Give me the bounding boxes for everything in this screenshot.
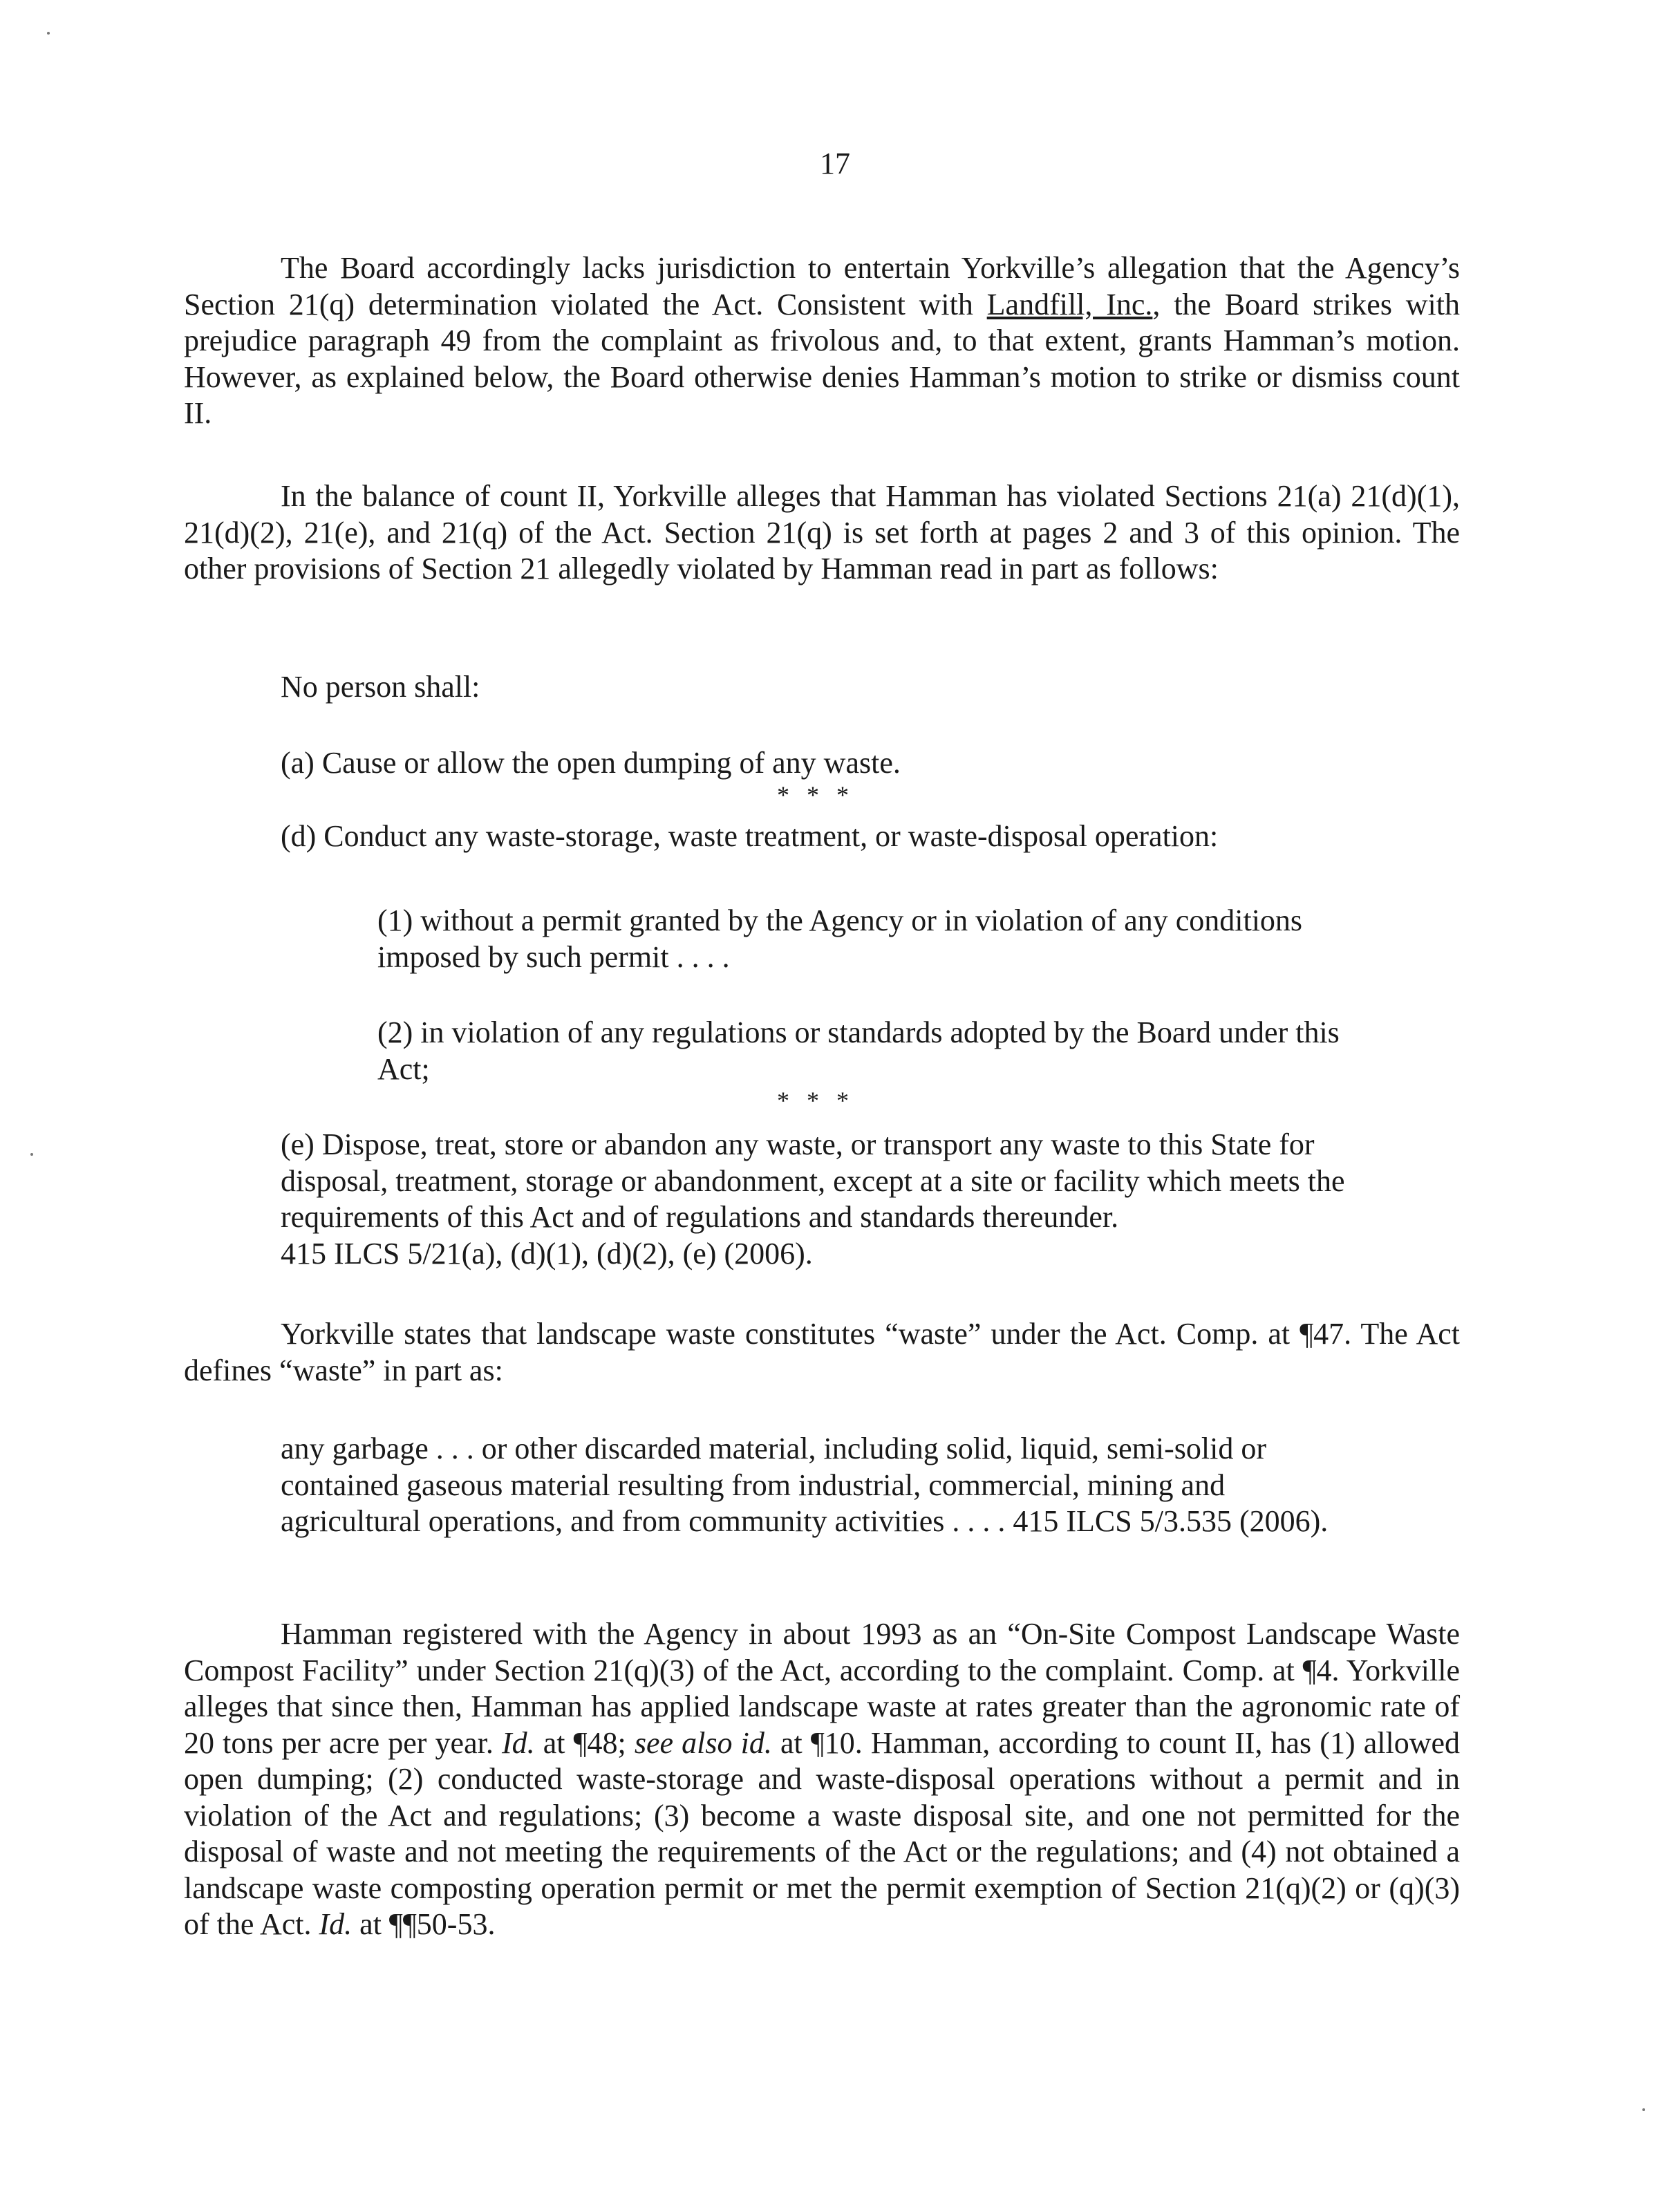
scan-speck <box>1642 2108 1645 2111</box>
paragraph-count-two: In the balance of count II, Yorkville alleges that Hamman has violated Sections 21(a) 21(d)(1), 21(d)(2), 21(e), and 21(q) of the Act. Section 21(q) is set forth at pages 2 and 3 of this opinion. The other provisions of Section 21 allegedly violated by Hamman read in part as follows: <box>184 479 1460 585</box>
quote-clause-d: (d) Conduct any waste-storage, waste treatment, or waste-disposal operation: <box>281 819 1219 853</box>
scan-speck <box>47 32 50 35</box>
quote-clause-d2: (2) in violation of any regulations or standards adopted by the Board under this Act; <box>377 1015 1340 1086</box>
paragraph-jurisdiction <box>184 250 1460 432</box>
ellipsis-stars: * * * <box>777 781 854 809</box>
page-number: 17 <box>820 147 850 180</box>
paragraph-text: at ¶10. Hamman, according to count II, has (1) allowed open dumping; (2) conducted waste-storage and waste-disposal operations without a permit and in violation of the Act and regulations; (3) become a waste disposal site, and one not permitted for the disposal of waste and not meeting the requirements of the Act or the regulations; and (4) not obtained a landscape waste composting operation permit or met the permit exemption of Section 21(q)(2) or (q)(3) of the Act. <box>184 1725 1461 1941</box>
ellipsis-stars: * * * <box>777 1087 854 1114</box>
quote-lead: No person shall: <box>281 670 480 704</box>
paragraph-text: at ¶¶50-53. <box>352 1907 496 1941</box>
scan-speck <box>30 1153 33 1156</box>
quote-clause-e: (e) Dispose, treat, store or abandon any waste, or transport any waste to this State for disposal, treatment, storage or abandonment, except at a site or facility which meets the requirements of this Act and of regulations and standards thereunder. <box>281 1127 1345 1234</box>
citation-id: Id. <box>319 1907 353 1941</box>
paragraph-allegations <box>184 1616 1460 1943</box>
paragraph-text: The Board accordingly lacks jurisdiction to entertain Yorkville’s allegation that the Agency’s Section 21(q) determination violated the Act. Consistent with <box>184 251 1460 321</box>
case-citation: Landfill, Inc. <box>986 287 1153 321</box>
quote-waste-definition: any garbage . . . or other discarded material, including solid, liquid, semi-solid or contained gaseous material resulting from industrial, commercial, mining and agricultural operations, and from community activities . . . . 415 ILCS 5/3.535 (2006). <box>281 1432 1329 1538</box>
quote-clause-a: (a) Cause or allow the open dumping of any waste. <box>281 746 901 780</box>
paragraph-text: , the Board strikes with prejudice paragraph 49 from the complaint as frivolous and, to that extent, grants Hamman’s motion. However, as explained below, the Board otherwise denies Hamman’s motion to strike or dismiss count II. <box>184 287 1460 430</box>
statute-citation: 415 ILCS 5/21(a), (d)(1), (d)(2), (e) (2006). <box>281 1237 813 1271</box>
paragraph-text: at ¶48; <box>534 1725 635 1760</box>
paragraph-text: Hamman registered with the Agency in about 1993 as an “On-Site Compost Landscape Waste Compost Facility” under Section 21(q)(3) of the Act, according to the complaint. Comp. at ¶4. Yorkville alleges that since then, Hamman has applied landscape waste at rates greater than the agronomic rate of 20 tons per acre per year. <box>184 1617 1460 1760</box>
paragraph-waste-definition-intro: Yorkville states that landscape waste constitutes “waste” under the Act. Comp. at ¶47. The Act defines “waste” in part as: <box>184 1317 1460 1387</box>
citation-see-also: see also id. <box>634 1725 772 1760</box>
quote-clause-d1: (1) without a permit granted by the Agency or in violation of any conditions imposed by such permit . . . . <box>377 903 1303 974</box>
citation-id: Id. <box>501 1725 535 1760</box>
